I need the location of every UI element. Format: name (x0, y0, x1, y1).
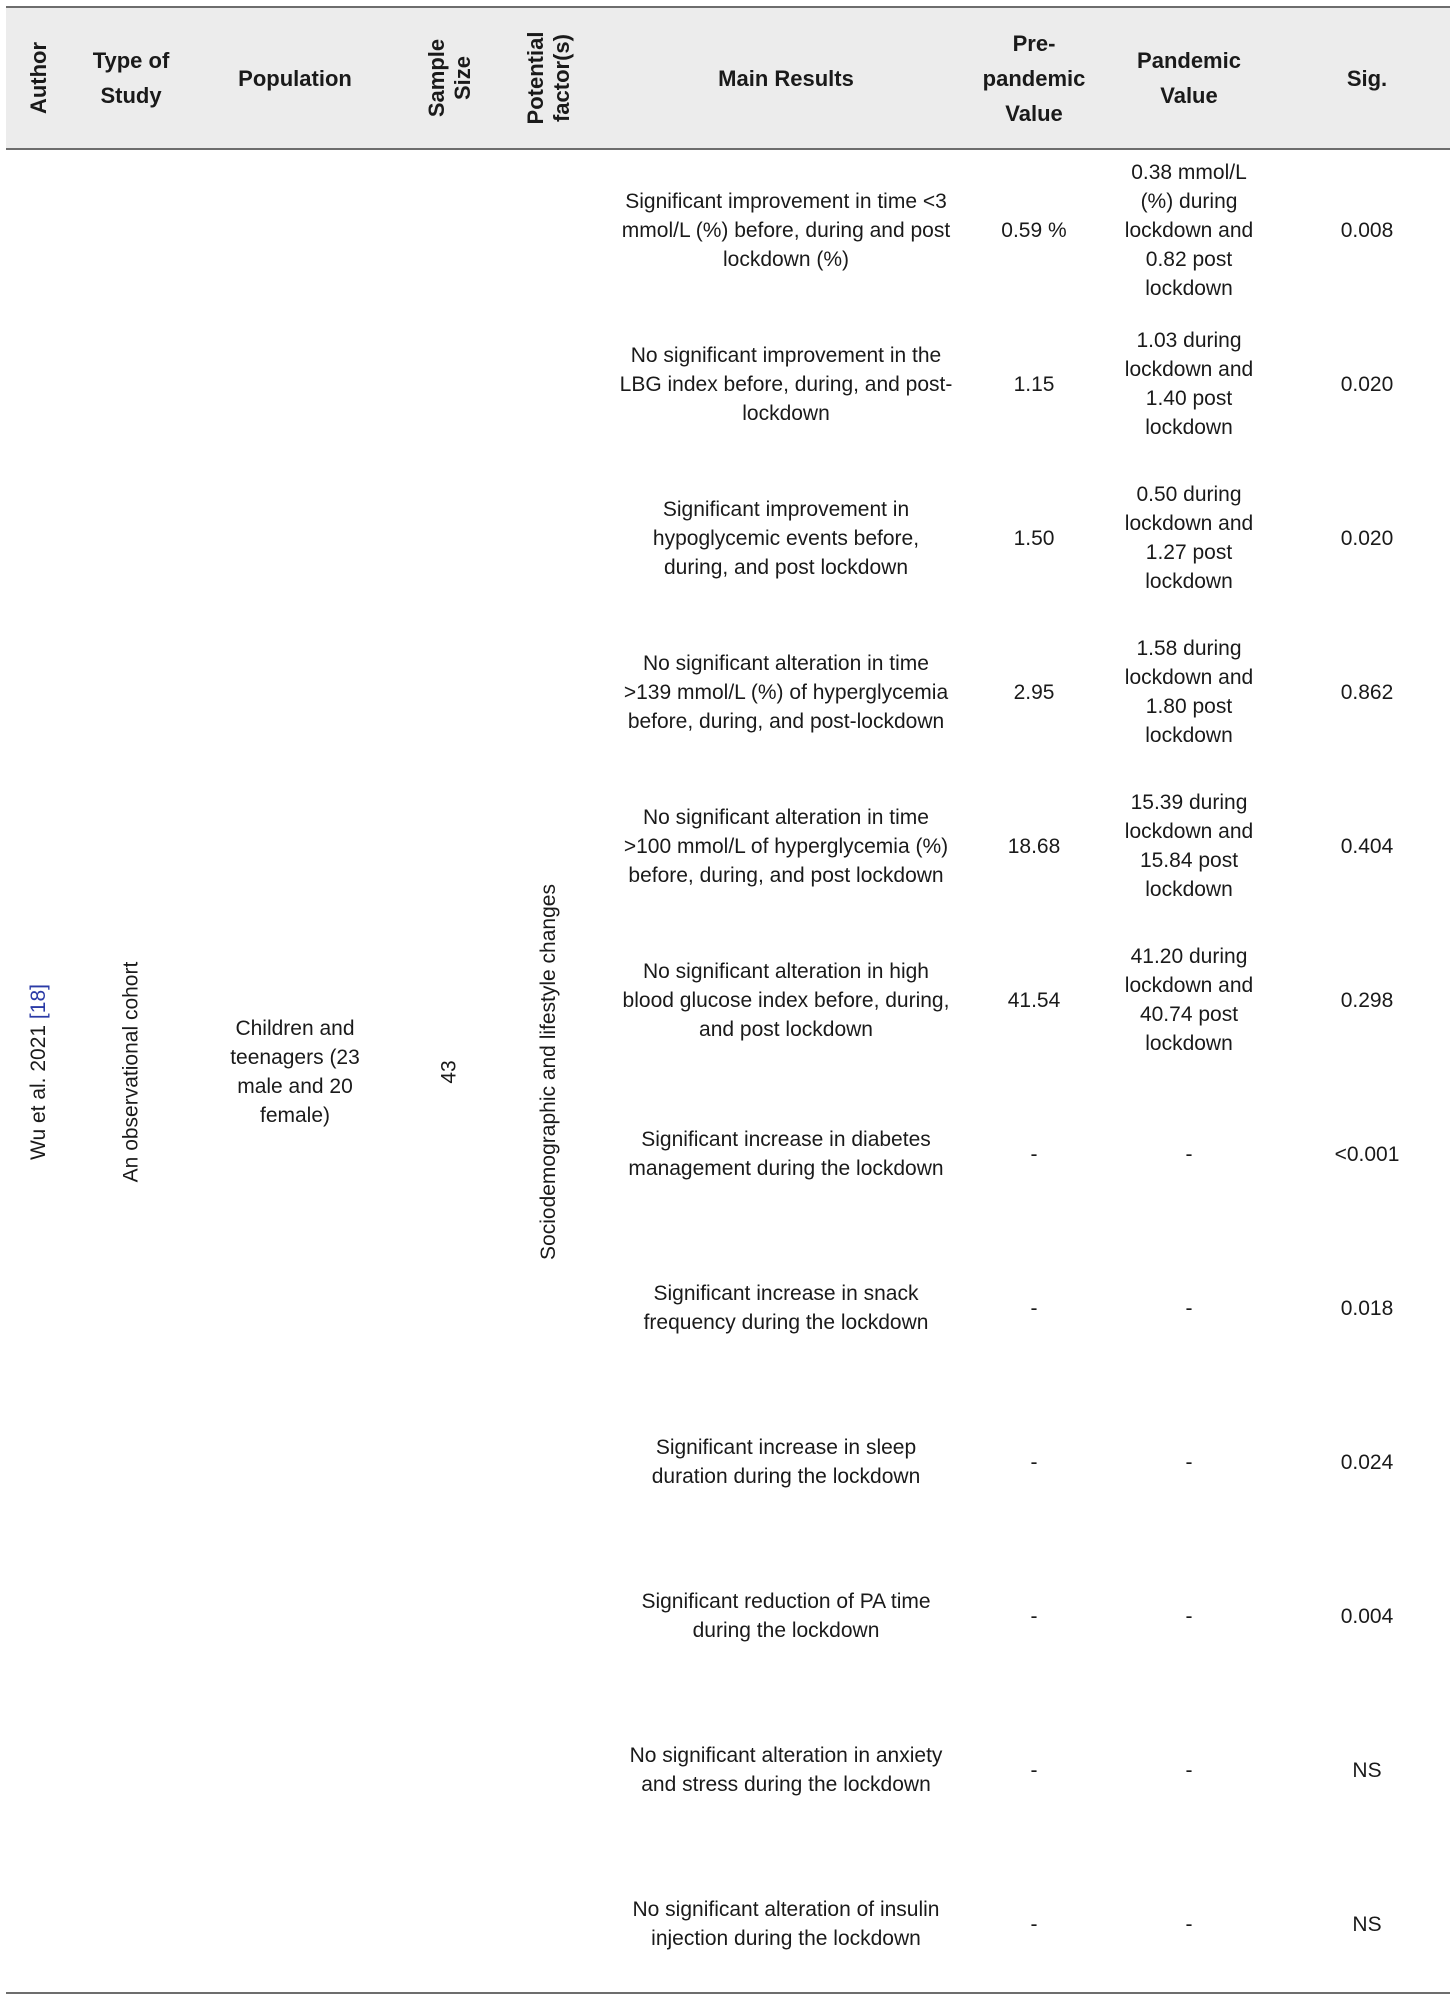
main-result: Significant improvement in time <3 mmol/L (%) before, during and post lockdown (%) (621, 189, 951, 271)
table-bottom-rule (6, 1992, 1450, 1994)
sig-value: 0.020 (1340, 526, 1394, 550)
sig-value: <0.001 (1334, 1142, 1400, 1166)
pre-pandemic-value: - (1030, 1296, 1038, 1320)
sig-value: 0.008 (1340, 218, 1394, 242)
pre-pandemic-value: - (1030, 1604, 1038, 1628)
pandemic-value: - (1185, 1758, 1193, 1782)
pre-pandemic-value: - (1030, 1758, 1038, 1782)
pandemic-value: 1.58 during lockdown and 1.80 post lockdown (1124, 637, 1254, 747)
potential-factors-cell (500, 150, 598, 1993)
author-cell (6, 150, 72, 1993)
pre-pandemic-value: 1.15 (1013, 372, 1055, 396)
author-text: Wu et al. 2021 (27, 1024, 51, 1160)
sig-value: 0.862 (1340, 680, 1394, 704)
pandemic-value: - (1185, 1296, 1193, 1320)
pandemic-value: 0.50 during lockdown and 1.27 post lockdown (1124, 483, 1254, 593)
header-potential-factors-cell (500, 8, 598, 148)
sig-value: 0.004 (1340, 1604, 1394, 1628)
header-sig: Sig. (1346, 65, 1388, 91)
sample-size-cell (400, 150, 500, 1993)
main-result: No significant alteration in time >139 mmol/L (%) of hyperglycemia before, during, and post-lockdown (623, 651, 949, 733)
potential-factors: Sociodemographic and lifestyle changes (537, 883, 560, 1260)
type-of-study-cell (72, 150, 190, 1993)
main-result: Significant increase in snack frequency during the lockdown (643, 1282, 929, 1334)
reference-link[interactable]: [18] (27, 983, 51, 1019)
header-potential-factors: Potential factor(s) (523, 31, 574, 125)
pandemic-value: - (1185, 1142, 1193, 1166)
header-type-of-study: Type of Study (92, 48, 170, 108)
pre-pandemic-value: - (1030, 1912, 1038, 1936)
header-population: Population (238, 65, 352, 91)
header-pre-pandemic-value: Pre-pandemic Value (982, 30, 1086, 126)
header-sample-size-cell (400, 8, 500, 148)
header-author: Author (26, 41, 51, 115)
sig-value: 0.298 (1340, 988, 1394, 1012)
pandemic-value: - (1185, 1912, 1193, 1936)
main-result: Significant improvement in hypoglycemic events before, during, and post lockdown (652, 497, 920, 579)
pre-pandemic-value: 1.50 (1013, 526, 1055, 550)
pandemic-value: - (1185, 1450, 1193, 1474)
sig-value: 0.018 (1340, 1296, 1394, 1320)
header-main-results: Main Results (718, 65, 854, 91)
pandemic-value: 1.03 during lockdown and 1.40 post lockdown (1124, 329, 1254, 439)
pre-pandemic-value: 0.59 % (1001, 218, 1067, 242)
main-result: Significant reduction of PA time during the lockdown (641, 1590, 931, 1642)
type-of-study: An observational cohort (119, 961, 143, 1182)
header-author-cell (6, 8, 72, 148)
sig-value: 0.404 (1340, 834, 1394, 858)
header-pandemic-value: Pandemic Value (1137, 48, 1241, 108)
pandemic-value: 0.38 mmol/L (%) during lockdown and 0.82 post lockdown (1124, 160, 1254, 300)
pre-pandemic-value: 2.95 (1013, 680, 1055, 704)
sample-size: 43 (437, 1059, 461, 1084)
header-sample-size: Sample Size (424, 38, 475, 118)
pre-pandemic-value: 18.68 (1007, 834, 1061, 858)
main-result: No significant alteration in high blood glucose index before, during, and post lockdown (622, 959, 950, 1041)
main-result: No significant alteration of insulin injection during the lockdown (632, 1898, 940, 1950)
sig-value: NS (1352, 1912, 1382, 1936)
pandemic-value: 41.20 during lockdown and 40.74 post lockdown (1124, 945, 1254, 1055)
population: Children and teenagers (23 male and 20 female) (230, 1016, 360, 1127)
pre-pandemic-value: - (1030, 1450, 1038, 1474)
author-name (26, 984, 52, 1160)
main-result: No significant alteration in time >100 mmol/L of hyperglycemia (%) before, during, and post lockdown (623, 805, 949, 887)
sig-value: 0.024 (1340, 1450, 1394, 1474)
sig-value: 0.020 (1340, 372, 1394, 396)
pre-pandemic-value: - (1030, 1142, 1038, 1166)
sig-value: NS (1352, 1758, 1382, 1782)
pre-pandemic-value: 41.54 (1007, 988, 1061, 1012)
main-result: Significant increase in sleep duration during the lockdown (651, 1436, 921, 1488)
main-result: No significant improvement in the LBG index before, during, and post-lockdown (619, 343, 953, 425)
main-result: No significant alteration in anxiety and stress during the lockdown (629, 1744, 943, 1796)
pandemic-value: - (1185, 1604, 1193, 1628)
main-result: Significant increase in diabetes management during the lockdown (628, 1128, 944, 1180)
pandemic-value: 15.39 during lockdown and 15.84 post lockdown (1124, 791, 1254, 901)
